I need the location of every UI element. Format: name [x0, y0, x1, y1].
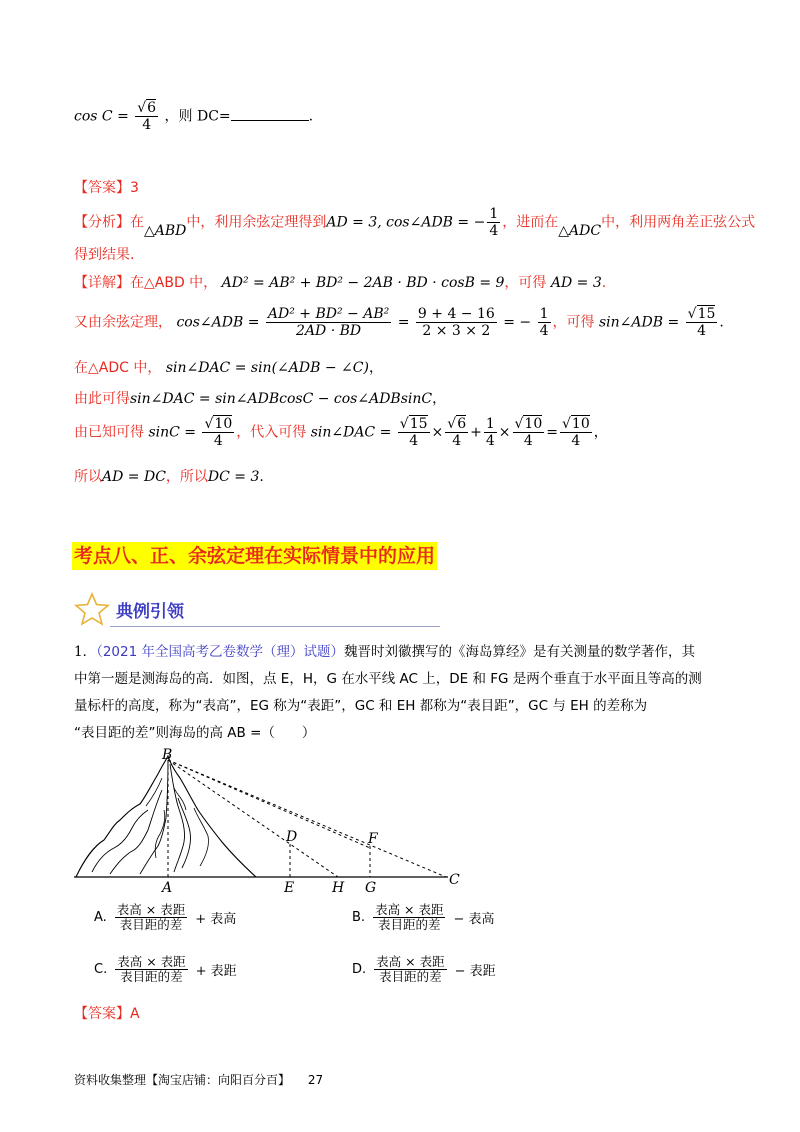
label-b: B [162, 748, 173, 763]
analysis-line: 【分析】在△ABD中，利用余弦定理得到AD = 3, cos∠ADB = − $\frac{1}{4}$ ，进而在△ADC中，利用两角差正弦公式 [74, 206, 756, 240]
problem-line-1: 1．（2021 年全国高考乙卷数学（理）试题）魏晋时刘徽撰写的《海岛算经》是有关测量的数学著作，其 [74, 644, 695, 660]
answer-value: 3 [130, 180, 139, 196]
analysis-tag: 【分析】 [74, 214, 130, 231]
sight-line-bh [168, 760, 338, 877]
law-of-cosines-expr: AD² = AB² + BD² − 2AB · BD · cosB = 9 [221, 275, 505, 291]
label-d: D [286, 829, 298, 845]
island-figure [70, 748, 470, 893]
label-h: H [332, 880, 345, 893]
example-heading-row [74, 592, 184, 626]
problem-source: （2021 年全国高考乙卷数学（理）试题） [96, 644, 344, 660]
label-c: C [449, 872, 460, 888]
label-a: A [162, 880, 173, 893]
heading-divider [110, 626, 440, 627]
analysis-line-2: 得到结果. [74, 247, 135, 263]
detail-line-5: 由已知可得 sinC = $\frac{√10}{4}$ ，代入可得 sin∠DAC = $\frac{√15}{4}$ × $\frac{√6}{4}$ + $\frac{1}{4}$ × $\frac{√10}{4}$ = $\frac{√10}{4}$ ， [74, 416, 608, 450]
detail-line-2: 又由余弦定理， cos∠ADB = $\frac{\text{AD² + BD² − AB²}}{2AD \cdot BD}$ = $\frac{9 + 4 - 16}{2 \times 3 \times 2}$ = − $\frac{1}{4}$ ，可得 sin∠ADB = $\frac{√15}{4}$ . [74, 306, 724, 340]
footer-text: 资料收集整理【淘宝店铺：向阳百分百】 [74, 1073, 291, 1087]
answer-blank [231, 108, 309, 121]
dc-prompt: ，则 DC= [164, 108, 231, 125]
fraction: $\frac{√6}{4}$ [137, 100, 157, 134]
cos-c-prefix: cos C = [74, 108, 129, 125]
answer-tag: 【答案】 [74, 1006, 130, 1022]
answer-line [74, 177, 139, 197]
choice-b[interactable]: B. $\frac{\text{表高 × 表距}}{\text{表目距的差}}$ − 表高 [352, 902, 495, 933]
detail-line-6: 所以AD = DC，所以DC = 3. [74, 469, 264, 485]
page-number: 27 [307, 1073, 324, 1087]
label-e: E [284, 880, 295, 893]
detail-tag: 【详解】 [74, 275, 130, 291]
section-title: 考点八、正、余弦定理在实际情景中的应用 [72, 542, 437, 570]
detail-line-1: 【详解】在△ABD 中， AD² = AB² + BD² − 2AB · BD · cosB = 9，可得 AD = 3. [74, 275, 607, 291]
detail-line-4: 由此可得sin∠DAC = sin∠ADBcosC − cos∠ADBsinC， [74, 391, 447, 407]
problem-line-4: “表目距的差”则海岛的高 AB =（ ） [74, 725, 316, 741]
answer-tag: 【答案】 [74, 180, 130, 196]
problem-line-2: 中第一题是测海岛的高．如图，点 E，H，G 在水平线 AC 上，DE 和 FG 是两个垂直于水平面且等高的测 [74, 671, 702, 687]
star-icon [74, 592, 110, 626]
choice-c[interactable]: C. $\frac{\text{表高 × 表距}}{\text{表目距的差}}$ + 表距 [94, 954, 237, 985]
analysis-expression: AD = 3, cos∠ADB = − [326, 214, 486, 231]
label-f: F [368, 831, 378, 847]
example-heading: 典例引领 [116, 601, 184, 622]
answer-line-2 [74, 1003, 140, 1023]
sight-line-bc [168, 760, 446, 877]
answer-value: A [130, 1006, 140, 1022]
choice-d[interactable]: D. $\frac{\text{表高 × 表距}}{\text{表目距的差}}$ − 表距 [352, 954, 496, 985]
problem-condition-line: cos C = $\frac{√6}{4}$ ，则 DC= . [74, 100, 314, 134]
page-footer [74, 1071, 323, 1088]
label-g: G [365, 880, 377, 893]
detail-line-3: 在△ADC 中， sin∠DAC = sin(∠ADB − ∠C)， [74, 360, 383, 376]
triangle-adc: △ADC [558, 222, 602, 239]
problem-line-3: 量标杆的高度，称为“表高”，EG 称为“表距”，GC 和 EH 都称为“表目距”，GC 与 EH 的差称为 [74, 698, 648, 714]
choice-a[interactable]: A. $\frac{\text{表高 × 表距}}{\text{表目距的差}}$ + 表高 [94, 902, 237, 933]
problem-number: 1． [74, 644, 97, 660]
triangle-abd: △ABD [144, 222, 187, 239]
section-title-container [72, 541, 437, 568]
